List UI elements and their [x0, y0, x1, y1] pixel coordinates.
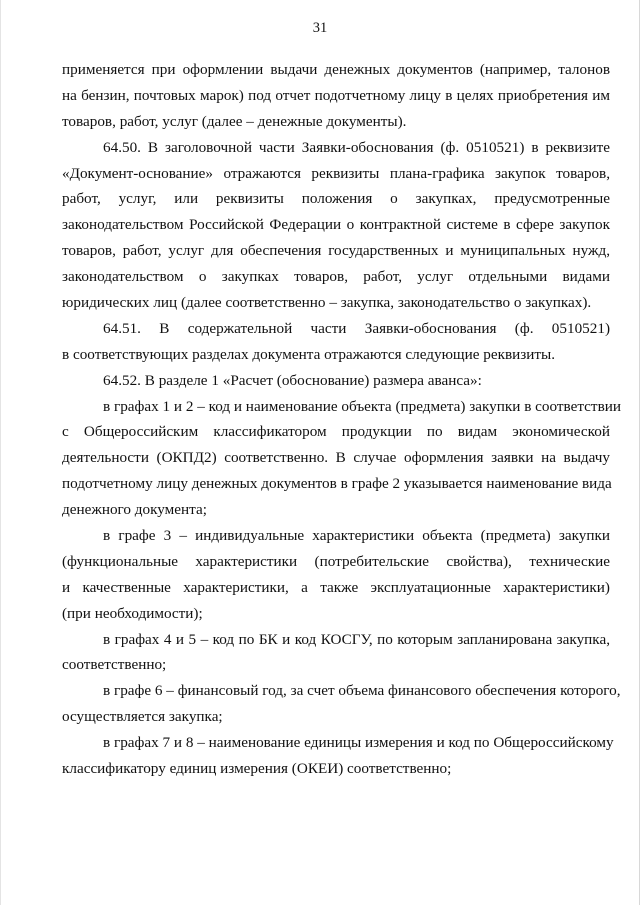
document-body	[62, 57, 621, 782]
text-line: «Документ-основание» отражаются реквизиты плана-графика закупок товаров,	[62, 164, 610, 182]
text-line: классификатору единиц измерения (ОКЕИ) соответственно;	[62, 760, 452, 778]
text-line: законодательством Российской Федерации о контрактной системе в сфере закупок	[62, 216, 610, 234]
text-line: в графе 3 – индивидуальные характеристики объекта (предмета) закупки	[103, 527, 610, 545]
text-line: юридических лиц (далее соответственно – закупка, законодательство о закупках).	[62, 294, 592, 312]
text-line: в графах 7 и 8 – наименование единицы измерения и код по Общероссийскому	[103, 734, 614, 752]
text-line: на бензин, почтовых марок) под отчет подотчетному лицу в целях приобретения им	[62, 86, 610, 104]
text-line: в графах 1 и 2 – код и наименование объекта (предмета) закупки в соответствии	[103, 397, 621, 415]
text-line: с Общероссийским классификатором продукции по видам экономической	[62, 423, 610, 441]
text-line: осуществляется закупка;	[62, 708, 223, 726]
text-line: 64.51. В содержательной части Заявки-обоснования (ф. 0510521)	[103, 319, 610, 337]
text-line: в графе 6 – финансовый год, за счет объема финансового обеспечения которого,	[103, 682, 621, 700]
text-line: подотчетному лицу денежных документов в графе 2 указывается наименование вида	[62, 475, 612, 493]
text-line: товаров, работ, услуг для обеспечения государственных и муниципальных нужд,	[62, 242, 610, 260]
text-line: и качественные характеристики, а также эксплуатационные характеристики)	[62, 578, 610, 596]
page-number: 31	[312, 20, 328, 36]
text-line: работ, услуг, или реквизиты положения о закупках, предусмотренные	[62, 190, 610, 208]
text-line: товаров, работ, услуг (далее – денежные документы).	[62, 112, 407, 130]
text-line: (при необходимости);	[62, 604, 203, 622]
text-line: соответственно;	[62, 656, 167, 674]
text-line: 64.52. В разделе 1 «Расчет (обоснование) размера аванса»:	[103, 371, 482, 389]
text-line: в соответствующих разделах документа отражаются следующие реквизиты.	[62, 345, 556, 363]
text-line: деятельности (ОКПД2) соответственно. В случае оформления заявки на выдачу	[62, 449, 610, 467]
text-line: применяется при оформлении выдачи денежных документов (например, талонов	[62, 61, 610, 78]
text-line: денежного документа;	[62, 501, 207, 519]
text-line: в графах 4 и 5 – код по БК и код КОСГУ, по которым запланирована закупка,	[103, 630, 610, 648]
text-line: законодательством о закупках товаров, работ, услуг отдельными видами	[62, 268, 610, 286]
text-line: (функциональные характеристики (потребительские свойства), технические	[62, 552, 610, 570]
text-line: 64.50. В заголовочной части Заявки-обоснования (ф. 0510521) в реквизите	[103, 138, 610, 156]
